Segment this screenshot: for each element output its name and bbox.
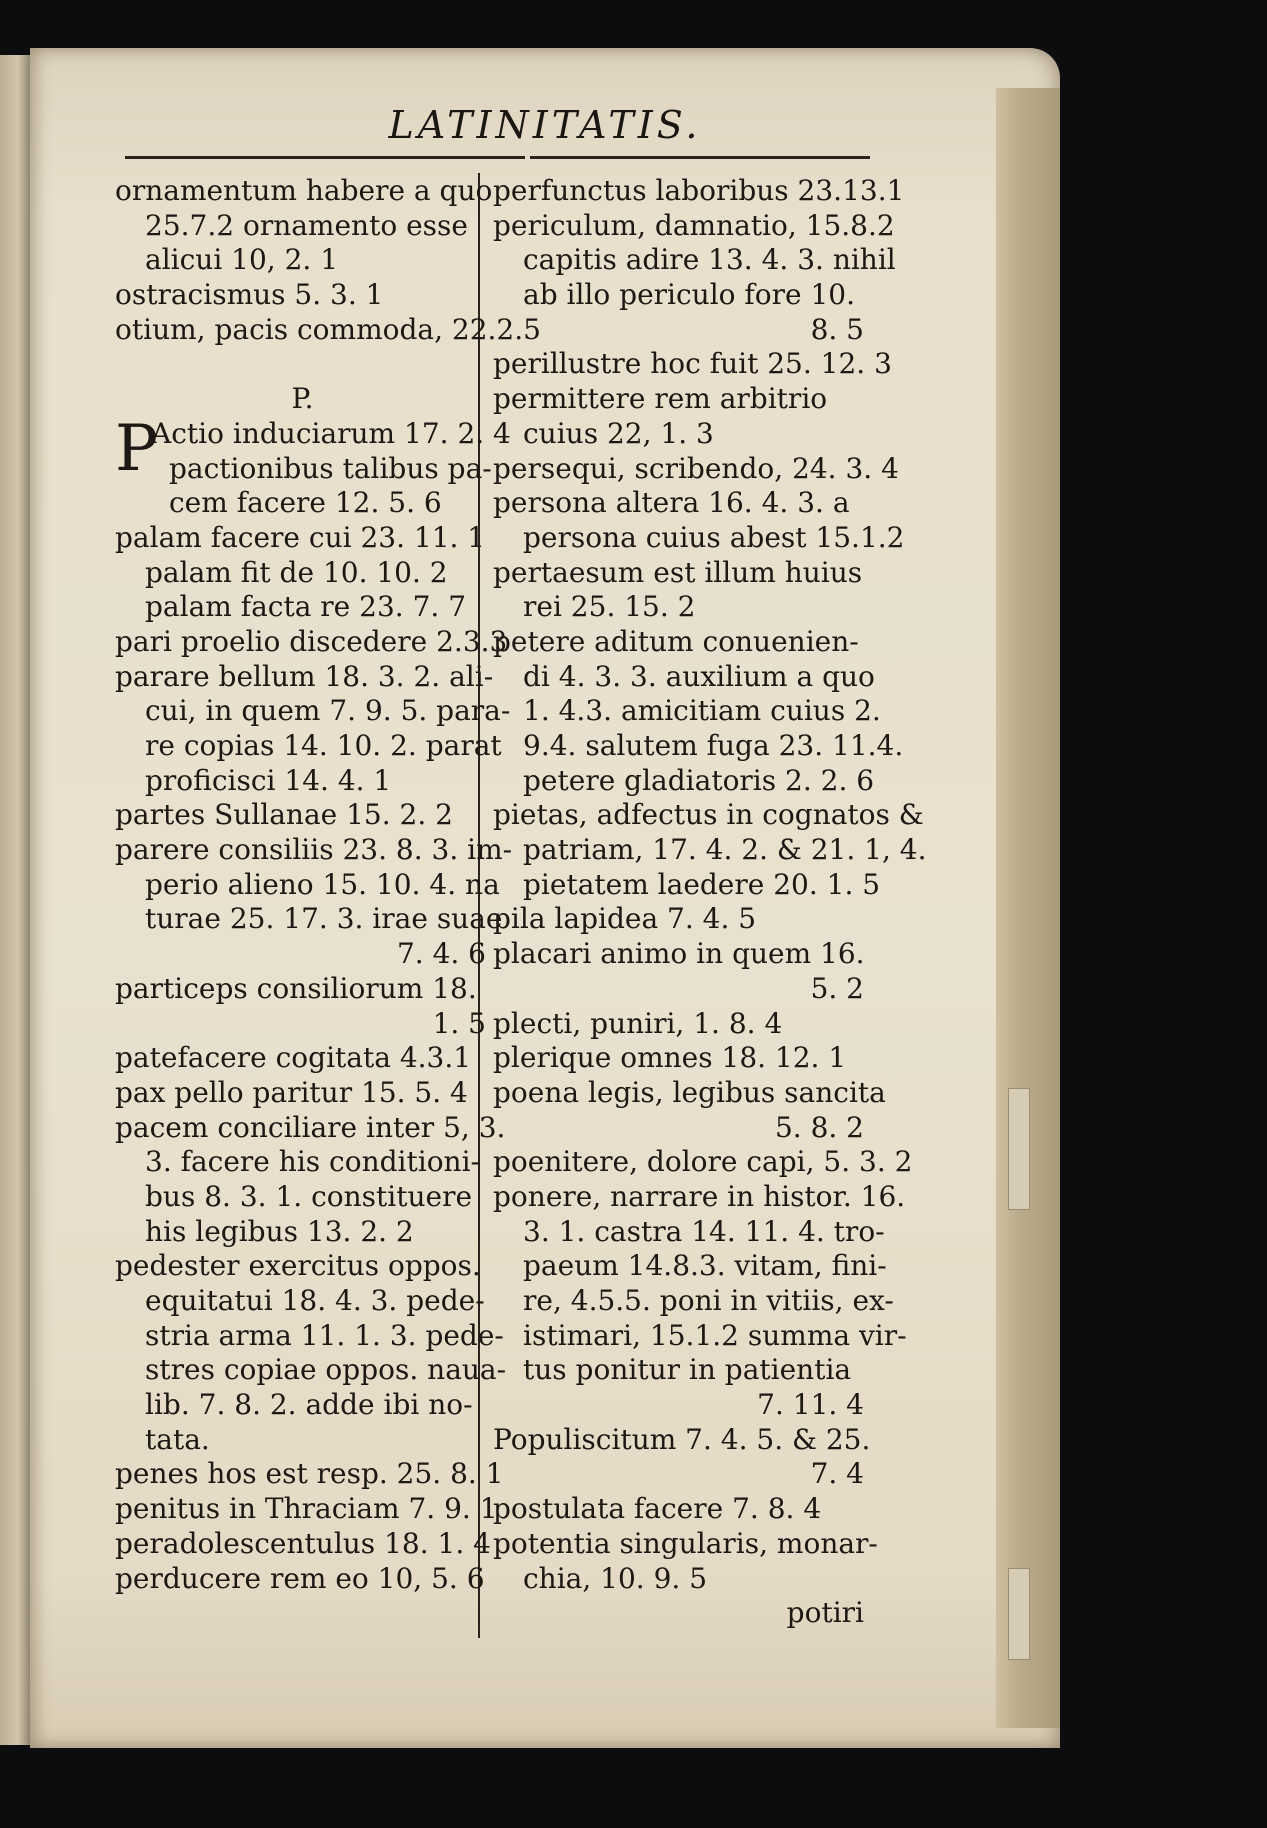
previous-page-edge	[0, 55, 30, 1745]
index-entry-line: patefacere cogitata 4.3.1	[115, 1041, 472, 1075]
index-entry-line	[115, 347, 490, 382]
index-entry-line: perfunctus laboribus 23.13.1	[493, 174, 905, 207]
index-entry-line: 3. facere his conditioni-	[145, 1145, 481, 1179]
index-entry-line: di 4. 3. 3. auxilium a quo	[523, 659, 875, 693]
index-entry-line: alicui 10, 2. 1	[145, 243, 339, 277]
index-entry-line: partes Sullanae 15. 2. 2	[115, 798, 453, 832]
index-entry-line: pietatem laedere 20. 1. 5	[523, 867, 881, 901]
header-rule-left	[125, 156, 525, 159]
index-entry-line: patriam, 17. 4. 2. & 21. 1, 4.	[523, 833, 927, 867]
index-entry-line: proficisci 14. 4. 1	[145, 763, 392, 797]
index-entry-line: plerique omnes 18. 12. 1	[493, 1041, 847, 1075]
index-entry-line: istimari, 15.1.2 summa vir-	[523, 1318, 907, 1352]
section-p-lines	[151, 417, 511, 521]
index-entry-line: petere aditum conuenien-	[493, 624, 859, 658]
index-entry-line: potentia singularis, monar-	[493, 1526, 878, 1560]
book-page	[30, 48, 1060, 1748]
index-entry-line: penitus in Thraciam 7. 9. 1	[115, 1492, 498, 1526]
index-entry-line: lib. 7. 8. 2. adde ibi no-	[145, 1388, 473, 1422]
index-entry-line: 5. 8. 2	[774, 1110, 864, 1144]
index-entry-line: otium, pacis commoda, 22.2.5	[115, 312, 541, 346]
index-entry-line: stria arma 11. 1. 3. pede-	[145, 1318, 504, 1352]
index-entry-line: re copias 14. 10. 2. parat	[145, 729, 502, 762]
header-rule-right	[530, 156, 870, 159]
index-entry-line: peradolescentulus 18. 1. 4	[115, 1526, 491, 1560]
index-entry-line: 5. 2	[810, 971, 864, 1005]
index-entry-line: parere consiliis 23. 8. 3. im-	[115, 833, 513, 867]
index-entry-line: bus 8. 3. 1. constituere	[145, 1179, 473, 1213]
index-entry-line: ab illo periculo fore 10.	[523, 278, 856, 312]
index-entry-line: tus ponitur in patientia	[523, 1353, 852, 1387]
index-entry-line: 1. 5	[432, 1006, 486, 1040]
index-entry-line: Populiscitum 7. 4. 5. & 25.	[493, 1422, 871, 1456]
index-entry-line: turae 25. 17. 3. irae suae	[145, 902, 503, 936]
running-header: LATINITATIS.	[388, 103, 702, 147]
index-entry-line: pietas, adfectus in cognatos &	[493, 798, 924, 832]
index-entry-line: particeps consiliorum 18.	[115, 971, 477, 1005]
index-entry-line: 3. 1. castra 14. 11. 4. tro-	[523, 1214, 885, 1248]
index-entry-line: parare bellum 18. 3. 2. ali-	[115, 659, 494, 693]
index-entry-line: petere gladiatoris 2. 2. 6	[523, 763, 875, 797]
index-entry-line: postulata facere 7. 8. 4	[493, 1492, 822, 1526]
index-entry-line: 1. 4.3. amicitiam cuius 2.	[523, 694, 881, 728]
index-entry-line: palam facere cui 23. 11. 1	[115, 520, 486, 554]
fore-edge-tab	[1008, 1568, 1030, 1660]
index-entry-line: perducere rem eo 10, 5. 6	[115, 1561, 485, 1595]
index-entry-line: 7. 11. 4	[757, 1388, 864, 1422]
index-entry-line: palam facta re 23. 7. 7	[145, 590, 467, 624]
index-entry-line: perillustre hoc fuit 25. 12. 3	[493, 347, 892, 381]
left-entries-p	[115, 520, 513, 1596]
index-entry-line: palam fit de 10. 10. 2	[145, 555, 448, 589]
section-p-start	[115, 411, 511, 521]
index-entry-line: permittere rem arbitrio	[493, 382, 828, 416]
index-entry-line: potiri	[786, 1596, 864, 1630]
index-entry-line: pactionibus talibus pa-	[169, 451, 492, 485]
index-entry-line: persona cuius abest 15.1.2	[523, 520, 905, 554]
index-entry-line: placari animo in quem 16.	[493, 937, 865, 971]
index-entry-line: ponere, narrare in histor. 16.	[493, 1179, 906, 1213]
index-entry-line: cui, in quem 7. 9. 5. para-	[145, 694, 511, 728]
index-entry-line: poena legis, legibus sancita	[493, 1075, 886, 1109]
index-entry-line: persona altera 16. 4. 3. a	[493, 486, 850, 520]
index-entry-line: Actio induciarum 17. 2. 4	[151, 416, 511, 450]
page-fore-edge	[996, 88, 1060, 1728]
left-entries-o	[115, 174, 541, 417]
index-entry-line: pax pello paritur 15. 5. 4	[115, 1075, 468, 1109]
index-entry-line: pacem conciliare inter 5, 3.	[115, 1110, 506, 1144]
index-entry-line: tata.	[145, 1422, 210, 1456]
index-entry-line: his legibus 13. 2. 2	[145, 1214, 414, 1248]
index-entry-line: 7. 4. 6	[396, 937, 486, 971]
index-entry-line: periculum, damnatio, 15.8.2	[493, 208, 895, 242]
index-entry-line: 7. 4	[810, 1457, 864, 1491]
index-entry-line: P.	[291, 382, 314, 416]
index-entry-line: poenitere, dolore capi, 5. 3. 2	[493, 1145, 913, 1179]
index-entry-line: persequi, scribendo, 24. 3. 4	[493, 451, 899, 485]
index-entry-line: 9.4. salutem fuga 23. 11.4.	[523, 729, 904, 762]
index-entry-line: perio alieno 15. 10. 4. na	[145, 867, 500, 901]
right-column	[493, 174, 927, 1631]
index-entry-line: paeum 14.8.3. vitam, fini-	[523, 1249, 887, 1283]
left-column	[115, 174, 541, 1596]
index-entry-line: stres copiae oppos. naua-	[145, 1353, 507, 1387]
index-entry-line: 8. 5	[810, 312, 864, 346]
index-entry-line: cem facere 12. 5. 6	[169, 486, 442, 520]
index-entry-line: equitatui 18. 4. 3. pede-	[145, 1284, 485, 1317]
index-entry-line: ornamentum habere a quo	[115, 174, 493, 207]
index-entry-line: chia, 10. 9. 5	[523, 1561, 708, 1595]
fore-edge-tab	[1008, 1088, 1030, 1210]
index-entry-line: pari proelio discedere 2.3.3	[115, 624, 508, 658]
index-entry-line: ostracismus 5. 3. 1	[115, 278, 384, 312]
index-entry-line: pedester exercitus oppos.	[115, 1249, 481, 1283]
index-entry-line: pila lapidea 7. 4. 5	[493, 902, 757, 936]
index-entry-line: penes hos est resp. 25. 8. 1	[115, 1457, 504, 1491]
dropcap-p: P	[115, 411, 159, 486]
index-entry-line: re, 4.5.5. poni in vitiis, ex-	[523, 1284, 894, 1317]
index-entry-line: rei 25. 15. 2	[523, 590, 696, 624]
index-entry-line: capitis adire 13. 4. 3. nihil	[523, 243, 896, 277]
index-entry-line: cuius 22, 1. 3	[523, 416, 714, 450]
index-entry-line: 25.7.2 ornamento esse	[145, 208, 468, 242]
index-entry-line: plecti, puniri, 1. 8. 4	[493, 1006, 783, 1040]
index-entry-line: pertaesum est illum huius	[493, 555, 863, 589]
